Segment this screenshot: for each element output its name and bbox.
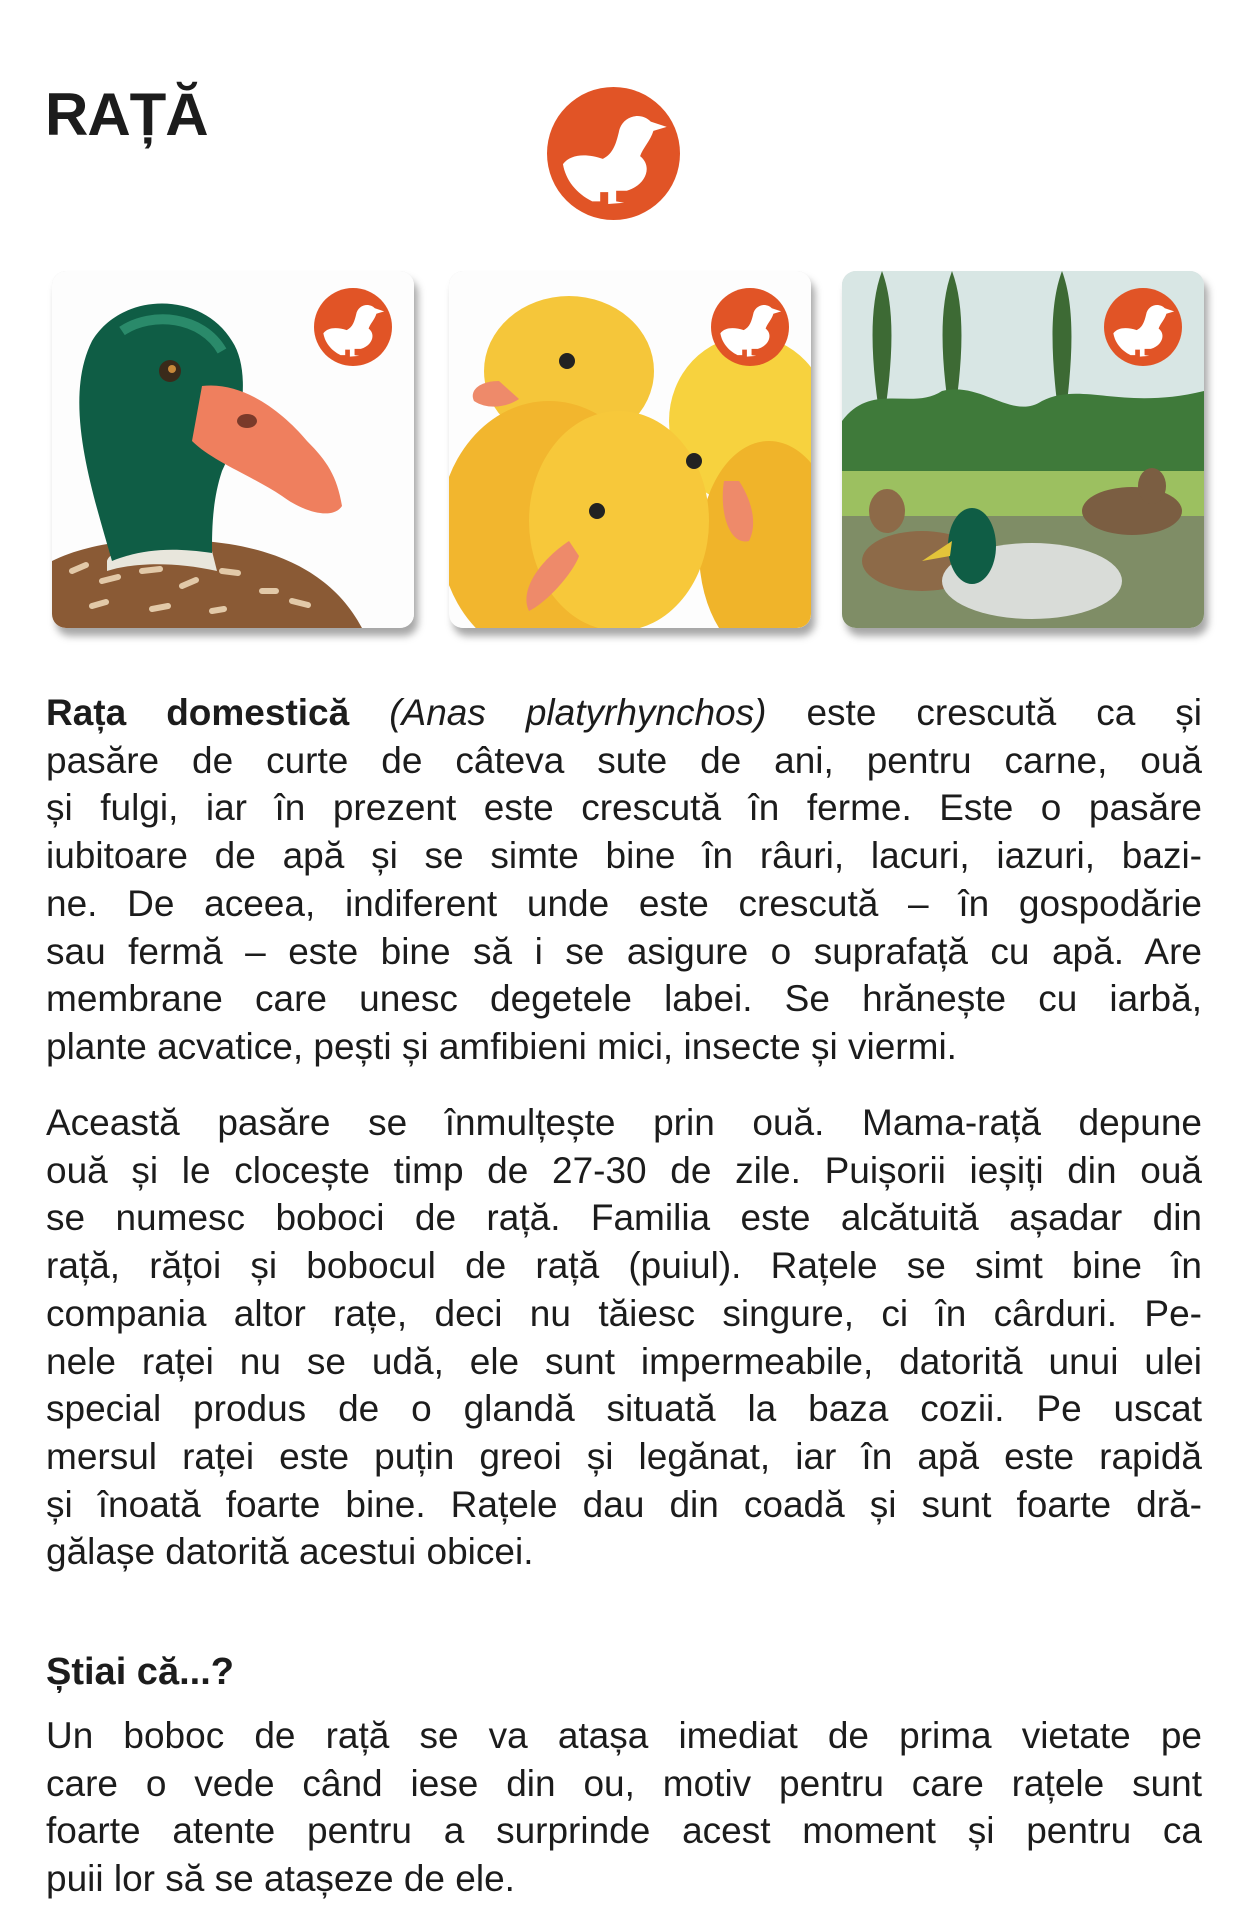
text-line: se numesc boboci de rață. Familia este alcătuită așadar din [46,1197,1202,1239]
card-ducklings [449,271,811,628]
text-line: puii lor să se atașeze de ele. [46,1858,515,1900]
duck-icon [711,288,789,366]
page-title: RAȚĂ [45,81,208,148]
text-line: iubitoare de apă și se simte bine în râuri, lacuri, iazuri, bazi- [46,835,1202,877]
duck-icon [547,87,680,220]
text-line: pasăre de curte de câteva sute de ani, pentru carne, ouă [46,739,1202,781]
intro-paragraph [46,689,1202,1071]
text-line: rață, rățoi și bobocul de rață (puiul). Rațele se simt bine în [46,1245,1202,1287]
text-line: compania altor rațe, deci nu tăiesc singure, ci în cârduri. Pe- [46,1292,1202,1334]
text-line: și înoată foarte bine. Rațele dau din coadă și sunt foarte dră- [46,1483,1202,1525]
duck-icon [1104,288,1182,366]
text-line: plante acvatice, pești și amfibieni mici, insecte și viermi. [46,1025,957,1067]
scientific-name: (Anas platyrhynchos) [389,692,767,733]
text-fragment: este crescută ca și [766,692,1203,733]
text-line: care o vede când iese din ou, motiv pentru care rațele sunt [46,1762,1202,1804]
text-line [46,689,1202,737]
text-line: ne. De aceea, indiferent unde este crescută – în gospodărie [46,882,1202,924]
text-line: nele raței nu se udă, ele sunt impermeabile, datorită unui ulei [46,1340,1202,1382]
text-line: ouă și le clocește timp de 27-30 de zile. Puișorii ieșiți din ouă [46,1149,1202,1191]
did-you-know-heading: Știai că...? [46,1651,234,1693]
card-ducks-on-pond [842,271,1204,628]
text-line: sau fermă – este bine să i se asigure o suprafață cu apă. Are [46,930,1202,972]
text-line: foarte atente pentru a surprinde acest moment și pentru ca [46,1810,1202,1852]
card-drake-head [52,271,414,628]
did-you-know-paragraph [46,1712,1202,1903]
text-line: membrane care unesc degetele labei. Se hrănește cu iarbă, [46,978,1202,1020]
text-line: Această pasăre se înmulțește prin ouă. Mama-rață depune [46,1102,1202,1143]
text-line: mersul raței este puțin greoi și legănat, iar în apă este rapidă [46,1435,1202,1477]
duck-icon [314,288,392,366]
text-line: special produs de o glandă situată la baza cozii. Pe uscat [46,1388,1202,1430]
species-name: Rața domestică [46,692,350,733]
text-line: gălașe datorită acestui obicei. [46,1531,534,1573]
text-line: și fulgi, iar în prezent este crescută în ferme. Este o pasăre [46,787,1202,829]
text-line: Un boboc de rață se va atașa imediat de prima vietate pe [46,1715,1202,1756]
reproduction-paragraph [46,1099,1202,1576]
